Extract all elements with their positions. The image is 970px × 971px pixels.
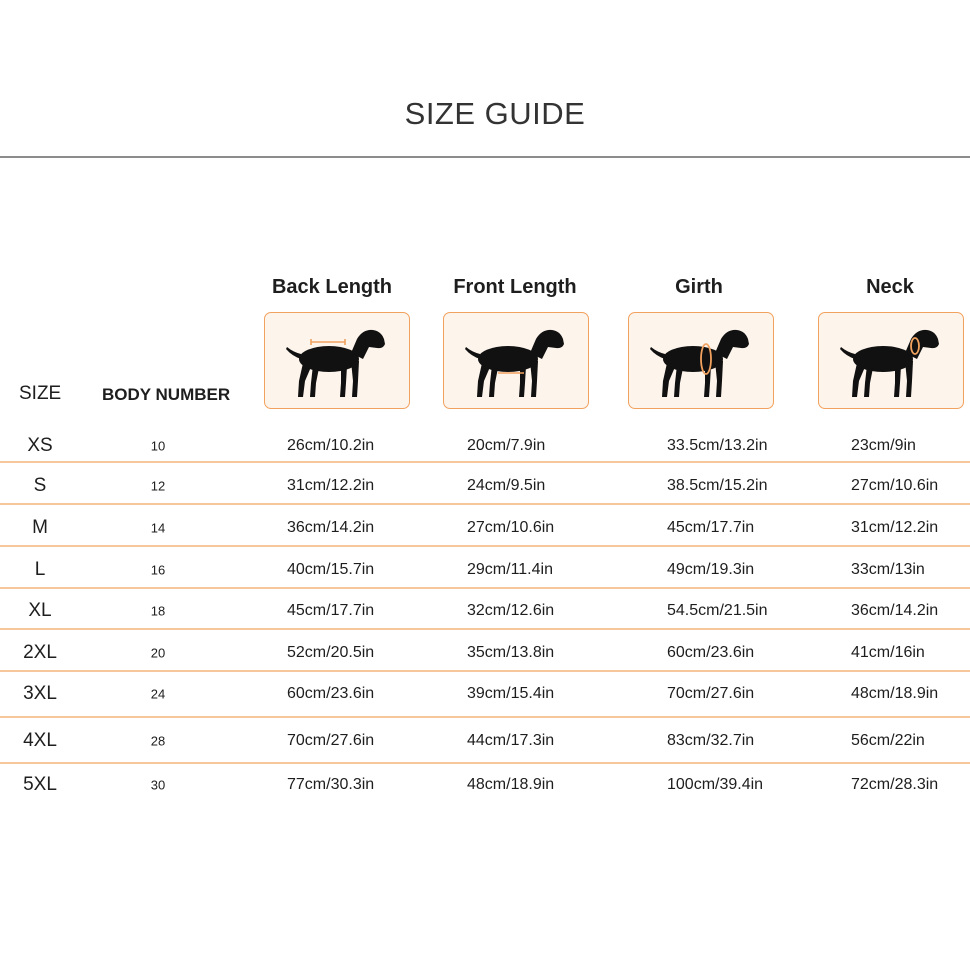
back-length-cell: 60cm/23.6in — [287, 685, 375, 702]
front-length-cell: 35cm/13.8in — [467, 644, 555, 661]
size-cell: XL — [28, 600, 52, 621]
body-number-cell: 14 — [150, 520, 166, 536]
size-cell: XS — [27, 435, 53, 456]
column-header-neck: Neck — [866, 276, 914, 298]
neck-cell: 56cm/22in — [851, 732, 925, 749]
size-cell: L — [34, 559, 46, 580]
size-cell: 3XL — [23, 683, 57, 704]
neck-cell: 72cm/28.3in — [851, 776, 939, 793]
column-header-back-length: Back Length — [271, 276, 393, 298]
girth-cell: 100cm/39.4in — [667, 776, 764, 793]
row-divider — [0, 716, 970, 718]
neck-icon-box — [818, 312, 964, 409]
body-number-cell: 10 — [150, 438, 166, 454]
column-header-front-length: Front Length — [453, 276, 577, 298]
size-cell: 2XL — [23, 642, 57, 663]
back-length-cell: 77cm/30.3in — [287, 776, 375, 793]
girth-cell: 45cm/17.7in — [667, 519, 755, 536]
girth-cell: 49cm/19.3in — [667, 561, 755, 578]
size-cell: 5XL — [23, 774, 57, 795]
girth-cell: 60cm/23.6in — [667, 644, 755, 661]
neck-cell: 36cm/14.2in — [851, 602, 939, 619]
girth-cell: 70cm/27.6in — [667, 685, 755, 702]
page-title: SIZE GUIDE — [404, 96, 586, 131]
row-divider — [0, 670, 970, 672]
column-header-girth: Girth — [675, 276, 723, 298]
back-length-cell: 26cm/10.2in — [287, 437, 375, 454]
back-length-cell: 52cm/20.5in — [287, 644, 375, 661]
body-number-cell: 16 — [150, 562, 166, 578]
front-length-cell: 24cm/9.5in — [467, 477, 546, 494]
row-divider — [0, 762, 970, 764]
size-cell: M — [32, 517, 48, 538]
row-divider — [0, 628, 970, 630]
dog-back-length-icon — [285, 321, 389, 401]
back-length-cell: 70cm/27.6in — [287, 732, 375, 749]
body-number-cell: 18 — [150, 603, 166, 619]
dog-front-length-icon — [464, 321, 568, 401]
size-column-header: SIZE — [19, 383, 62, 404]
neck-cell: 33cm/13in — [851, 561, 925, 578]
back-length-icon-box — [264, 312, 410, 409]
girth-cell: 38.5cm/15.2in — [667, 477, 768, 494]
row-divider — [0, 503, 970, 505]
neck-cell: 27cm/10.6in — [851, 477, 939, 494]
front-length-icon-box — [443, 312, 589, 409]
girth-cell: 54.5cm/21.5in — [667, 602, 768, 619]
girth-cell: 33.5cm/13.2in — [667, 437, 768, 454]
body-number-cell: 12 — [150, 478, 166, 494]
neck-cell: 23cm/9in — [851, 437, 916, 454]
size-cell: 4XL — [23, 730, 57, 751]
back-length-cell: 31cm/12.2in — [287, 477, 375, 494]
back-length-cell: 40cm/15.7in — [287, 561, 375, 578]
title-divider — [0, 156, 970, 158]
body-number-cell: 24 — [150, 686, 166, 702]
dog-neck-icon — [839, 321, 943, 401]
body-number-cell: 20 — [150, 645, 166, 661]
front-length-cell: 20cm/7.9in — [467, 437, 546, 454]
body-number-cell: 30 — [150, 777, 166, 793]
front-length-cell: 29cm/11.4in — [467, 561, 553, 578]
front-length-cell: 27cm/10.6in — [467, 519, 555, 536]
neck-cell: 31cm/12.2in — [851, 519, 939, 536]
row-divider — [0, 461, 970, 463]
back-length-cell: 36cm/14.2in — [287, 519, 375, 536]
body-number-column-header: BODY NUMBER — [102, 385, 231, 404]
back-length-cell: 45cm/17.7in — [287, 602, 375, 619]
girth-icon-box — [628, 312, 774, 409]
row-divider — [0, 587, 970, 589]
front-length-cell: 48cm/18.9in — [467, 776, 555, 793]
row-divider — [0, 545, 970, 547]
size-cell: S — [33, 475, 47, 496]
dog-girth-icon — [649, 321, 753, 401]
front-length-cell: 44cm/17.3in — [467, 732, 555, 749]
front-length-cell: 39cm/15.4in — [467, 685, 555, 702]
neck-cell: 41cm/16in — [851, 644, 925, 661]
girth-cell: 83cm/32.7in — [667, 732, 755, 749]
front-length-cell: 32cm/12.6in — [467, 602, 555, 619]
body-number-cell: 28 — [150, 733, 166, 749]
neck-cell: 48cm/18.9in — [851, 685, 939, 702]
